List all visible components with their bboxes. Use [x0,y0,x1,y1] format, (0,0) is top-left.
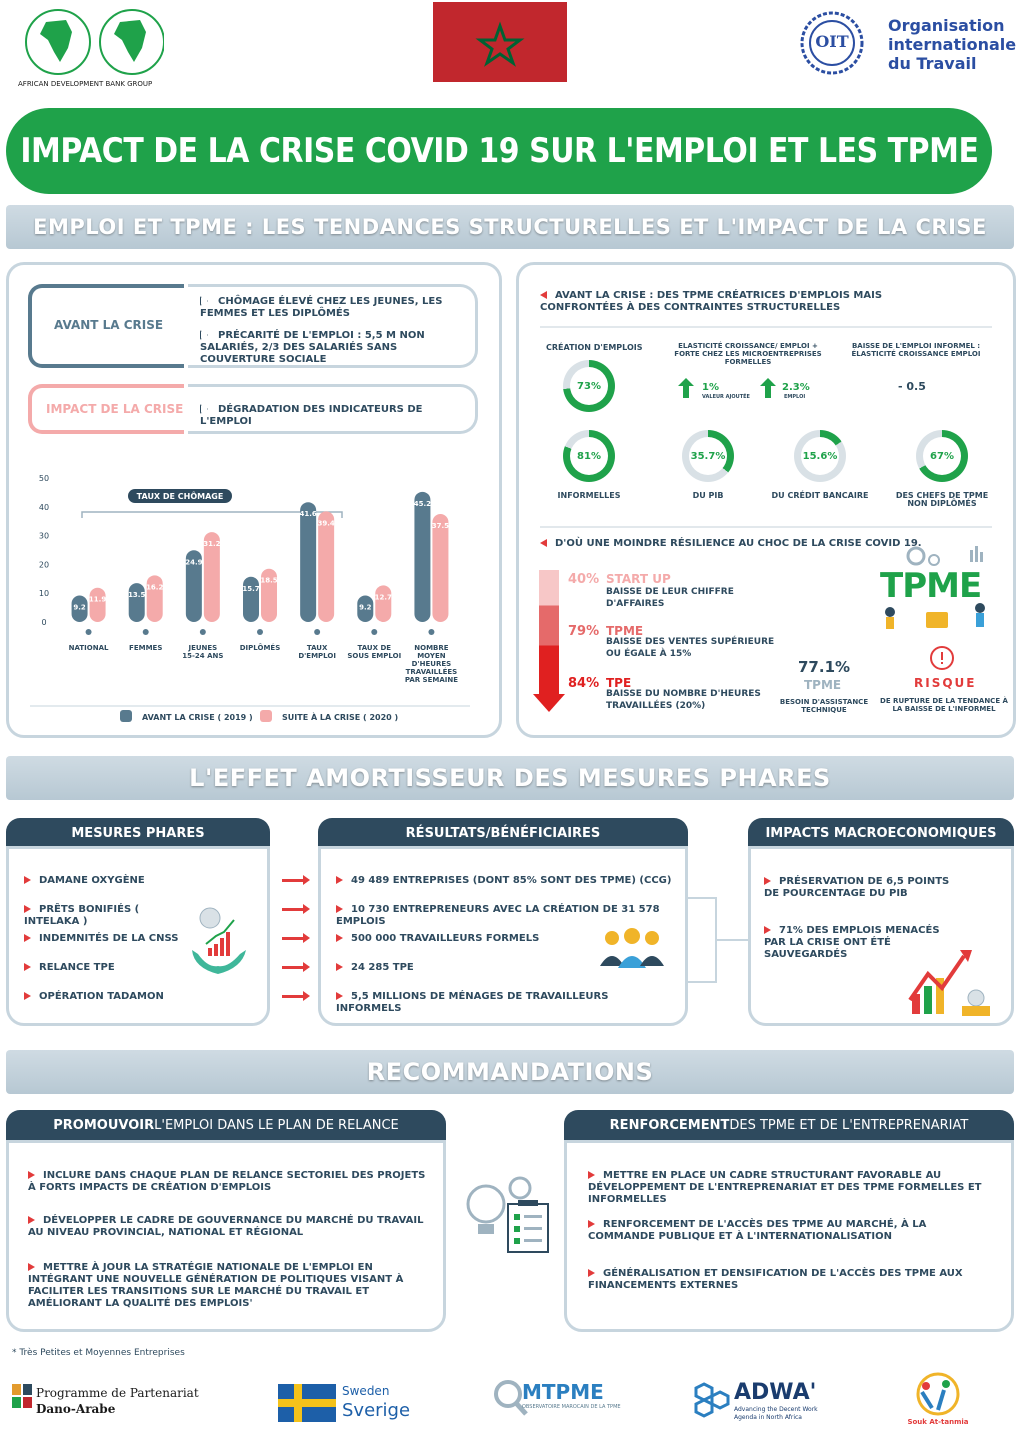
afdb-logo [14,4,164,90]
category-label: TAUX [306,644,328,652]
risque-head: RISQUE [914,676,977,690]
stat2-pct: 79% [568,624,600,639]
resilience-text: D'OÙ UNE MOINDRE RÉSILIENCE AU CHOC DE LA CRISE COVID 19. [540,538,940,550]
reco-left-item-2: DÉVELOPPER LE CADRE DE GOUVERNANCE DU MARCHÉ DU TRAVAIL AU NIVEAU PROVINCIAL, NATIONAL ET RÉGIONAL [28,1215,424,1238]
category-dot [257,629,263,635]
stat3-pct: 84% [568,676,600,691]
afdb-emblem [14,4,164,90]
hexagon-icon [694,1382,730,1418]
avant-label: AVANT LA CRISE [54,318,164,332]
swedish-flag [278,1384,336,1422]
category-dot [143,629,149,635]
legend-label: AVANT LA CRISE ( 2019 ) [142,713,253,722]
category-dot [371,629,377,635]
category-label: SOUS EMPLOI [347,652,402,660]
rising-chart-icon [906,944,996,1020]
bullet-icon [336,905,343,913]
sweden-line2: Sverige [342,1400,411,1421]
reco-left-title: PROMOUVOIR L'EMPLOI DANS LE PLAN DE RELANCE [6,1110,446,1140]
bullet-icon [336,876,343,884]
bullet-icon [588,1269,595,1277]
reco-left-item-1: INCLURE DANS CHAQUE PLAN DE RELANCE SECTORIEL DES PROJETS À FORTS IMPACTS DE CRÉATION D'EMPLOIS [28,1170,426,1193]
bullet-icon [764,877,771,885]
bar-2019 [129,583,145,622]
legend-swatch [260,710,272,722]
bullet-icon [540,539,547,547]
footnote: * Très Petites et Moyennes Entreprises [12,1348,185,1358]
bar-2019 [243,577,259,622]
bar-2020 [375,585,391,622]
adwa-logo [694,1378,824,1424]
resultat-item: 5,5 MILLIONS DE MÉNAGES DE TRAVAILLEURS INFORMELS [336,991,609,1014]
bar-value-label: 45.2 [413,499,432,508]
category-label: NATIONAL [68,644,109,652]
avant-item-1: CHÔMAGE ÉLEVÉ CHEZ LES JEUNES, LES FEMMES ET LES DIPLÔMÉS [200,296,443,319]
play-icon [200,296,208,306]
ppda-line2: Dano-Arabe [36,1402,116,1416]
category-label: TAUX DE [357,644,392,652]
tpme-illustration [876,546,996,630]
creation-donut [563,360,615,412]
main-title-banner [6,108,992,194]
ppda-line1: Programme de Partenariat [36,1386,199,1400]
baisse-value: - 0.5 [898,380,926,393]
mtpme-sub: OBSERVATOIRE MAROCAIN DE LA TPME [522,1404,621,1410]
y-tick-label: 30 [38,531,50,541]
play-icon [200,404,208,414]
assist-desc: BESOIN D'ASSISTANCE TECHNIQUE [779,698,869,714]
arrow-right-icon [282,879,304,882]
bar-value-label: 12.7 [374,593,392,602]
bullet-icon [764,926,771,934]
col3-title: IMPACTS MACROECONOMIQUES [748,818,1014,848]
bar-value-label: 31.2 [203,540,221,549]
donut-label: INFORMELLES [557,491,621,500]
category-label: MOYEN [417,652,446,660]
legend-label: SUITE À LA CRISE ( 2020 ) [282,713,399,722]
bullet-icon [28,1171,35,1179]
stat-donut [794,430,846,482]
section1-band [6,205,1014,249]
section1-title: EMPLOI ET TPME : LES TENDANCES STRUCTURELLES ET L'IMPACT DE LA CRISE [33,215,987,239]
category-dot [314,629,320,635]
avant-item-2: PRÉCARITÉ DE L'EMPLOI : 5,5 M NON SALARIÉS, 2/3 DES SALARIÉS SANS COUVERTURE SOCIALE [200,330,425,365]
y-tick-label: 20 [38,560,50,570]
assist-head: TPME [804,678,842,692]
bar-value-label: 41.6 [299,510,317,519]
bar-value-label: 9.2 [359,603,372,612]
section3-title: RECOMMANDATIONS [366,1058,654,1086]
bullet-icon [588,1220,595,1228]
bar-value-label: 24.9 [185,558,203,567]
reco-right-item-1: METTRE EN PLACE UN CADRE STRUCTURANT FAVORABLE AU DÉVELOPPEMENT DE L'ENTREPRENARIAT ET DES TPME FORMELLES ET INFORMELLES [588,1170,982,1205]
category-dot [200,629,206,635]
bullet-icon [28,1263,35,1271]
category-dot [86,629,92,635]
souk-name: Souk At-tanmia [907,1418,969,1426]
donut-pct: 35.7% [689,437,727,475]
oit-logo-text: OIT [815,32,849,51]
arrow-right-icon [282,995,304,998]
stat3-head: TPE [606,676,632,690]
mesure-item: OPÉRATION TADAMON [24,991,194,1003]
y-tick-label: 10 [38,589,50,599]
bracket-connector [686,896,750,986]
arrow-right-icon [282,908,304,911]
tpme-big-text: TPME [880,566,982,606]
bullet-icon [336,963,343,971]
impact-label: IMPACT DE LA CRISE [46,402,184,416]
bar-value-label: 11.9 [88,595,107,604]
category-label: FEMMES [129,644,163,652]
bar-value-label: 18.5 [260,576,278,585]
bullet-icon [24,934,31,942]
category-label: D'EMPLOI [298,652,336,660]
ppda-logo [12,1380,202,1424]
tpme-intro: AVANT LA CRISE : DES TPME CRÉATRICES D'EMPLOIS MAIS CONFRONTÉES À DES CONTRAINTES STRUCTURELLES [540,290,883,313]
resultat-item: 10 730 ENTREPRENEURS AVEC LA CRÉATION DE 31 578 EMPLOIS [336,904,660,927]
souk-emblem [902,1372,974,1420]
adwa-sub2: Agenda in North Africa [734,1414,802,1421]
legend-swatch [120,710,132,722]
team-icon [598,926,666,970]
bar-value-label: 39.4 [317,519,335,528]
bar-2020 [432,514,448,622]
oit-logo [790,10,1017,80]
col3-item-2: 71% DES EMPLOIS MENACÉS PAR LA CRISE ONT ÉTÉ SAUVEGARDÉS [764,925,940,960]
stat-donut [563,430,615,482]
adwa-sub1: Advancing the Decent Work [734,1406,818,1413]
category-label: PAR SEMAINE [404,676,459,684]
bar-2020 [147,575,163,622]
play-icon [200,330,208,340]
mtpme-logo [490,1376,630,1424]
bullet-icon [28,1216,35,1224]
section3-band [6,1050,1014,1094]
reco-right-item-3: GÉNÉRALISATION ET DENSIFICATION DE L'ACCÈS DES TPME AUX FINANCEMENTS EXTERNES [588,1268,963,1291]
category-label: NOMBRE [414,644,449,652]
stat2-head: TPME [606,624,644,638]
stat-donut [916,430,968,482]
souk-logo [902,1372,974,1436]
assist-pct: 77.1% [798,658,851,676]
unemployment-chart [30,470,480,730]
col3-item-1: PRÉSERVATION DE 6,5 POINTS DE POURCENTAGE DU PIB [764,876,950,899]
category-label: DIPLÔMÉS [239,644,281,652]
reco-right-title: RENFORCEMENT DES TPME ET DE L'ENTREPRENARIAT [564,1110,1014,1140]
oit-name-1: Organisation [888,16,1005,35]
warning-icon [928,646,956,670]
stat1-desc: BAISSE DE LEUR CHIFFRE D'AFFAIRES [606,587,734,609]
y-tick-label: 0 [41,618,47,627]
stat2-desc: BAISSE DES VENTES SUPÉRIEURE OU ÉGALE À 15% [606,637,775,659]
bar-value-label: 9.2 [73,603,86,612]
divider [540,326,992,328]
creation-label: CRÉATION D'EMPLOIS [546,343,643,352]
main-title: IMPACT DE LA CRISE COVID 19 SUR L'EMPLOI ET LES TPME [19,131,979,171]
bullet-icon [24,992,31,1000]
bullet-icon [24,905,31,913]
arrow-up-icon [760,378,776,398]
bar-value-label: 15.7 [242,584,260,593]
elas1-value: 1% [702,382,719,393]
donut-label: DES CHEFS DE TPME NON DIPLÔMÉS [895,491,989,508]
bullet-icon [336,992,343,1000]
category-dot [428,629,434,635]
arrow-right-icon [282,966,304,969]
donut-pct: 81% [570,437,608,475]
baisse-label: BAISSE DE L'EMPLOI INFORMEL : ÉLASTICITÉ CROISSANCE EMPLOI [851,342,981,358]
elasticite-label: ELASTICITÉ CROISSANCE/ EMPLOI + FORTE CHEZ LES MICROENTREPRISES FORMELLES [674,342,822,366]
category-label: TRAVAILLÉES [405,668,458,676]
bullet-icon [588,1171,595,1179]
stat1-head: START UP [606,572,671,586]
resultat-item: 500 000 TRAVAILLEURS FORMELS [336,933,676,945]
category-label: JEUNES [188,644,218,652]
bar-value-label: 37.5 [431,522,450,530]
elas2-sub: EMPLOI [784,394,806,400]
sweden-line1: Sweden [342,1384,390,1398]
donut-pct: 67% [923,437,961,475]
bullet-icon [24,876,31,884]
resultat-item: 49 489 ENTREPRISES (DONT 85% SONT DES TPME) (CCG) [336,875,676,887]
adwa-name: ADWA' [734,1380,817,1405]
col2-title: RÉSULTATS/BÉNÉFICIAIRES [318,818,688,848]
mesure-item: PRÊTS BONIFIÉS ( INTELAKA ) [24,904,140,927]
col1-title: MESURES PHARES [6,818,270,848]
sweden-logo [278,1382,428,1426]
arrow-down-icon [533,694,565,712]
bar-value-label: 16.2 [146,583,164,592]
decline-arrow [539,570,559,696]
donut-label: DU CRÉDIT BANCAIRE [771,491,869,500]
bar-value-label: 13.5 [128,591,146,600]
bar-2019 [414,492,430,622]
arrow-right-icon [282,937,304,940]
morocco-flag [433,2,567,82]
oit-name-2: internationale [888,35,1017,54]
y-tick-label: 40 [38,502,50,512]
bullet-icon [540,291,547,299]
y-tick-label: 50 [38,474,50,483]
arrow-up-icon [678,378,694,398]
bar-2020 [318,511,334,622]
stat1-pct: 40% [568,572,600,587]
elas2-value: 2.3% [782,382,810,393]
elas1-sub: VALEUR AJOUTÉE [702,394,750,400]
category-label: 15-24 ANS [182,652,224,660]
chart-title: TAUX DE CHÔMAGE [136,492,224,501]
reco-left-item-3: METTRE À JOUR LA STRATÉGIE NATIONALE DE L'EMPLOI EN INTÉGRANT UNE NOUVELLE GÉNÉRATION DE POLITIQUES VISANT À FACILITER LES TRANSITIONS SUR LE MARCHÉ DU TRAVAIL ET AMÉLIORANT LA QUALITÉ DES EMPLOIS' [28,1262,404,1309]
mesure-item: INDEMNITÉS DE LA CNSS [24,933,194,945]
mesure-item: DAMANE OXYGÈNE [24,875,194,887]
category-label: D'HEURES [411,660,452,668]
bar-2020 [90,588,106,622]
bar-2019 [300,502,316,622]
reco-right-item-2: RENFORCEMENT DE L'ACCÈS DES TPME AU MARCHÉ, À LA COMMANDE PUBLIQUE ET À L'INTERNATIONALISATION [588,1219,927,1242]
resultat-item: 24 285 TPE [336,962,676,974]
divider [540,526,992,528]
oit-name-3: du Travail [888,54,977,73]
idea-checklist-icon [462,1174,556,1256]
stat-donut [682,430,734,482]
bullet-icon [24,963,31,971]
donut-label: DU PIB [692,491,724,500]
section2-title: L'EFFET AMORTISSEUR DES MESURES PHARES [189,764,831,792]
section2-band [6,756,1014,800]
mtpme-name: MTPME [522,1380,604,1404]
star-icon [433,2,567,82]
mesure-item: RELANCE TPE [24,962,194,974]
ppda-emblem [12,1384,32,1408]
bullet-icon [336,934,343,942]
creation-pct: 73% [570,367,608,405]
impact-item: DÉGRADATION DES INDICATEURS DE L'EMPLOI [200,404,423,427]
afdb-label: AFRICAN DEVELOPMENT BANK GROUP [18,80,153,88]
stat3-desc: BAISSE DU NOMBRE D'HEURES TRAVAILLÉES (20%) [606,689,761,711]
donut-pct: 15.6% [801,437,839,475]
growth-hands-icon [188,904,250,976]
risque-desc: DE RUPTURE DE LA TENDANCE À LA BAISSE DE L'INFORMEL [880,697,1008,713]
